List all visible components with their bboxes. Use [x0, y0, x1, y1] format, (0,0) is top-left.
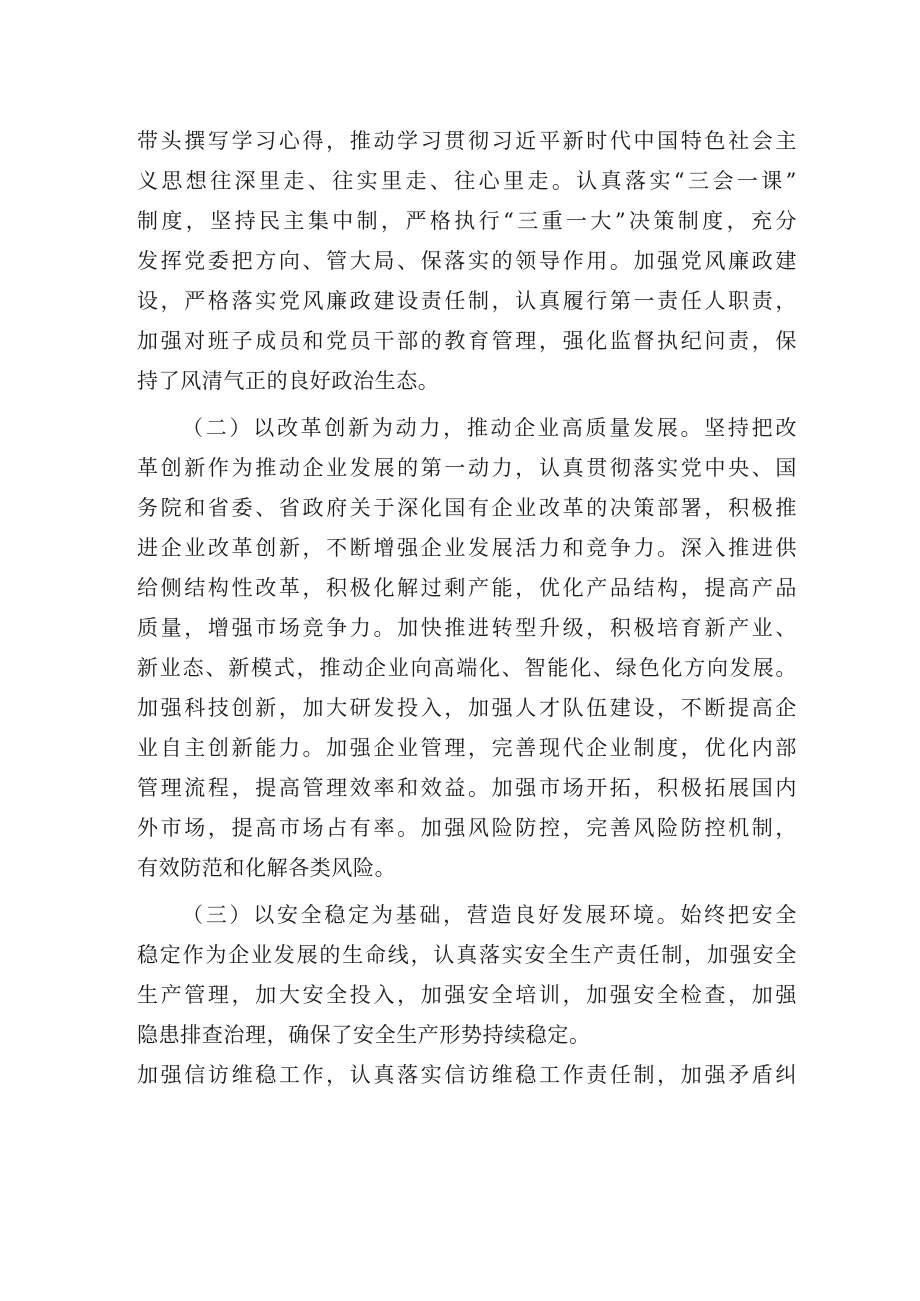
- text-line: 隐患排查治理，确保了安全生产形势持续稳定。: [137, 1023, 591, 1047]
- text-line: 稳定作为企业发展的生命线，认真落实安全生产责任制，加强安全: [137, 943, 797, 967]
- text-line: 新业态、新模式，推动企业向高端化、智能化、绿色化方向发展。: [137, 656, 797, 680]
- text-line: 质量，增强市场竞争力。加快推进转型升级，积极培育新产业、: [137, 616, 797, 640]
- text-line: 外市场，提高市场占有率。加强风险防控，完善风险防控机制，: [137, 816, 797, 840]
- text-line: 进企业改革创新，不断增强企业发展活力和竞争力。深入推进供: [137, 536, 797, 560]
- text-line: 制度，坚持民主集中制，严格执行“三重一大”决策制度，充分: [137, 209, 797, 233]
- section-heading-line: （二）以改革创新为动力，推动企业高质量发展。坚持把改: [182, 416, 797, 440]
- text-line: 务院和省委、省政府关于深化国有企业改革的决策部署，积极推: [137, 496, 797, 520]
- text-line: 设，严格落实党风廉政建设责任制，认真履行第一责任人职责，: [137, 289, 797, 313]
- text-line: 加强信访维稳工作，认真落实信访维稳工作责任制，加强矛盾纠: [137, 1063, 797, 1087]
- text-line: 带头撰写学习心得，推动学习贯彻习近平新时代中国特色社会主: [137, 129, 797, 153]
- text-line: 加强对班子成员和党员干部的教育管理，强化监督执纪问责，保: [137, 329, 797, 353]
- text-line: 业自主创新能力。加强企业管理，完善现代企业制度，优化内部: [137, 736, 797, 760]
- text-line: 给侧结构性改革，积极化解过剩产能，优化产品结构，提高产品: [137, 576, 797, 600]
- body-text: [137, 121, 797, 1095]
- text-line: 加强科技创新，加大研发投入，加强人才队伍建设，不断提高企: [137, 696, 797, 720]
- text-line: 管理流程，提高管理效率和效益。加强市场开拓，积极拓展国内: [137, 776, 797, 800]
- text-line: 发挥党委把方向、管大局、保落实的领导作用。加强党风廉政建: [137, 249, 797, 273]
- text-line: 生产管理，加大安全投入，加强安全培训，加强安全检查，加强: [137, 983, 797, 1007]
- section-heading-line: （三）以安全稳定为基础，营造良好发展环境。始终把安全: [182, 903, 797, 927]
- text-line: 义思想往深里走、往实里走、往心里走。认真落实“三会一课”: [137, 169, 797, 193]
- text-line: 持了风清气正的良好政治生态。: [137, 369, 440, 393]
- text-line: 革创新作为推动企业发展的第一动力，认真贯彻落实党中央、国: [137, 456, 797, 480]
- text-line: 有效防范和化解各类风险。: [137, 856, 397, 880]
